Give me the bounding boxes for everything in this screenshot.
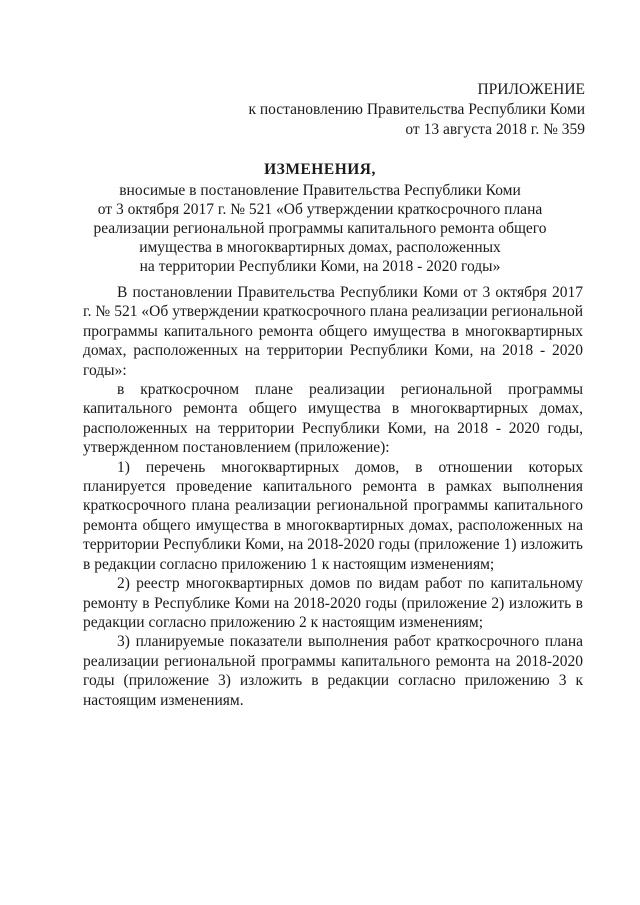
heading-line: вносимые в постановление Правительства Республики Коми [119, 182, 521, 199]
heading-title: ИЗМЕНЕНИЯ, [264, 161, 376, 178]
appendix-date-number: от 13 августа 2018 г. № 359 [405, 121, 585, 138]
paragraph-item-2: 2) реестр многоквартирных домов по видам работ по капитальному ремонту в Республике Коми на 2018-2020 годы (приложение 2) изложить в редакции согласно приложению 2 к настоящим изменениям; [83, 575, 583, 631]
appendix-label: ПРИЛОЖЕНИЕ [477, 81, 585, 98]
appendix-resolution: к постановлению Правительства Республики Коми [248, 101, 585, 118]
paragraph-plan: в краткосрочном плане реализации региональной программы капитального ремонта общего имущества в многоквартирных домах, расположенных на территории Республики Коми, на 2018 - 2020 годы, утвержденном постановлением (приложение): [83, 381, 583, 457]
heading-line: реализации региональной программы капитального ремонта общего [93, 220, 547, 237]
document-body [83, 283, 583, 710]
paragraph-intro: В постановлении Правительства Республики Коми от 3 октября 2017 г. № 521 «Об утверждении краткосрочного плана реализации региональной программы капитального ремонта общего имущества в многоквартирных домах, расположенных на территории Республики Коми, на 2018 - 2020 годы»: [83, 284, 583, 379]
paragraph-item-3: 3) планируемые показатели выполнения работ краткосрочного плана реализации региональной программы капитального ремонта на 2018-2020 годы (приложение 3) изложить в редакции согласно приложению 3 к настоящим изменениям. [83, 633, 583, 709]
heading-line: имущества в многоквартирных домах, расположенных [139, 239, 501, 256]
paragraph-item-1: 1) перечень многоквартирных домов, в отношении которых планируется проведение капитального ремонта в рамках выполнения краткосрочного плана реализации региональной программы капитального ремонта общего имущества в многоквартирных домах, расположенных на территории Республики Коми, на 2018-2020 годы (приложение 1) изложить в редакции согласно приложению 1 к настоящим изменениям; [83, 458, 583, 573]
document-heading [60, 160, 580, 276]
heading-line: от 3 октября 2017 г. № 521 «Об утверждении краткосрочного плана [97, 201, 543, 218]
appendix-block [248, 80, 585, 140]
heading-line: на территории Республики Коми, на 2018 - 2020 годы» [139, 258, 501, 275]
